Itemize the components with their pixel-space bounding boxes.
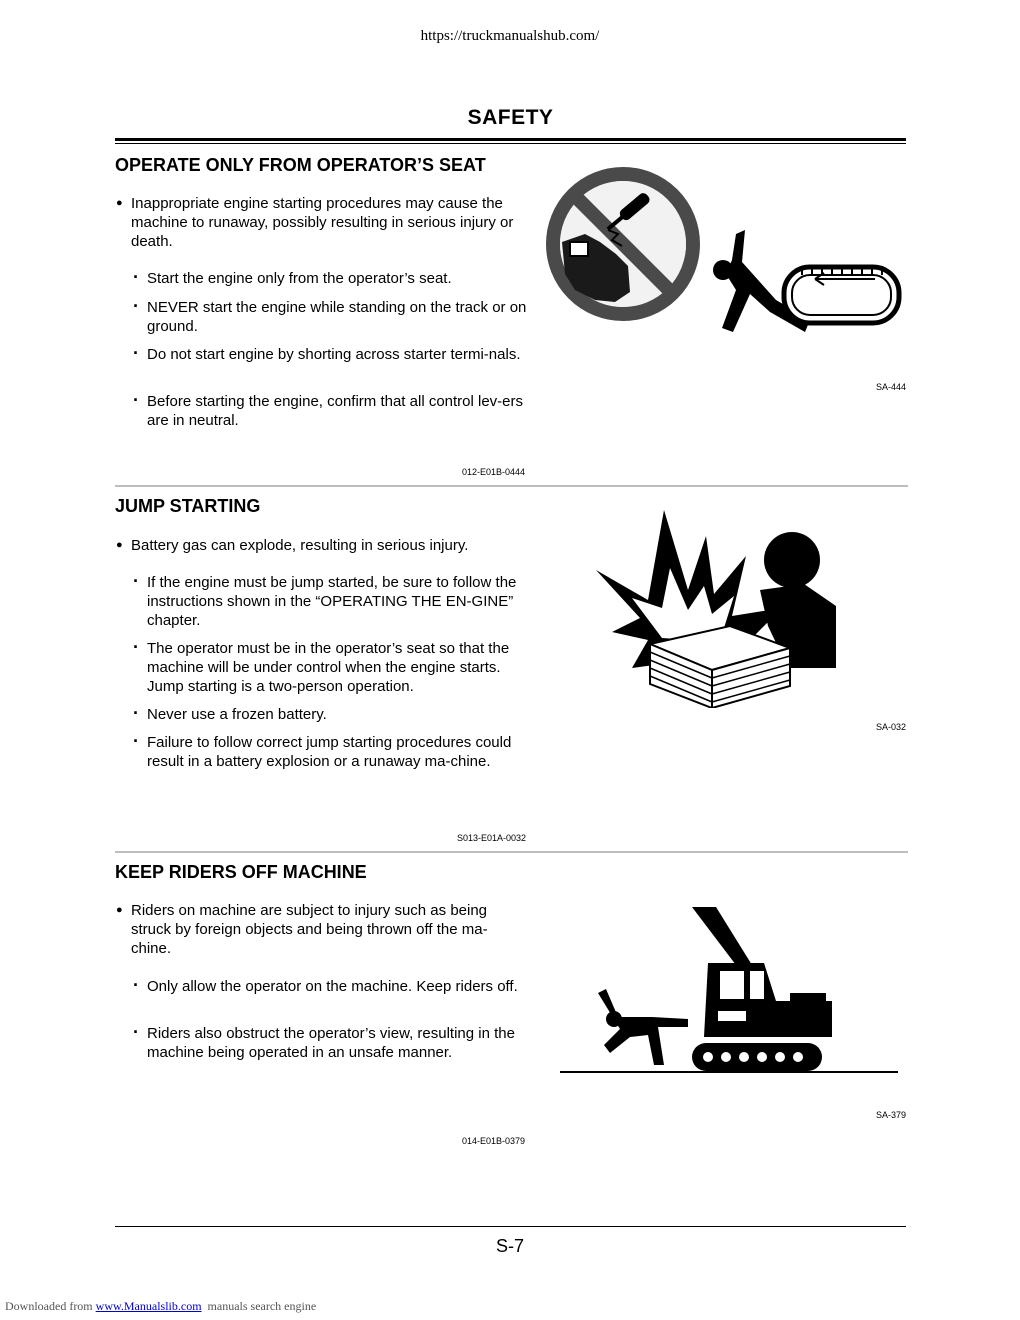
figure-code: SA-032 [876,722,907,732]
page-number: S-7 [495,1236,524,1256]
title-rule-thin [115,143,906,144]
doc-code: S013-E01A-0032 [457,833,527,843]
footer-suffix: manuals search engine [207,1299,317,1313]
list-item: · Never use a frozen battery. [147,705,527,724]
section-title-operate-only: OPERATE ONLY FROM OPERATOR’S SEAT [115,155,486,175]
riders-off-machine-illustration [558,905,900,1077]
battery-explosion-illustration [592,508,840,708]
bullet-battery-gas: ● Battery gas can explode, resulting in serious injury. [131,536,526,555]
list-item: · Failure to follow correct jump starting procedures could result in a battery explosion or a runaway ma-chine. [147,733,527,771]
title-rule-thick [115,138,906,141]
manualslib-link[interactable]: www.Manualslib.com [95,1299,202,1313]
list-item: · The operator must be in the operator’s seat so that the machine will be under control when the engine starts. Jump starting is a two-person operation. [147,639,527,696]
bullet-riders-injury: ● Riders on machine are subject to injury such as being struck by foreign objects and being thrown off the ma-chine. [131,901,526,958]
list-item: · Only allow the operator on the machine. Keep riders off. [147,977,527,996]
page-title: SAFETY [467,106,554,129]
doc-code: 012-E01B-0444 [462,467,526,477]
section-divider [115,485,908,487]
list-item: · Before starting the engine, confirm that all control lev-ers are in neutral. [147,392,527,430]
download-footer [5,1299,316,1314]
section-divider [115,851,908,853]
header-url: https://truckmanualshub.com/ [420,28,600,44]
section-title-keep-riders-off: KEEP RIDERS OFF MACHINE [115,862,367,882]
list-item: · Start the engine only from the operator’s seat. [147,269,527,288]
figure-code: SA-444 [876,382,907,392]
list-item: · Do not start engine by shorting across starter termi-nals. [147,345,527,364]
list-item: · If the engine must be jump started, be sure to follow the instructions shown in the “OPERATING THE EN-GINE” chapter. [147,573,527,630]
section-title-jump-starting: JUMP STARTING [115,496,261,516]
list-item: · NEVER start the engine while standing on the track or on ground. [147,298,527,336]
doc-code: 014-E01B-0379 [462,1136,526,1146]
footer-rule [115,1226,906,1227]
operator-seat-illustration [540,162,910,352]
list-item: · Riders also obstruct the operator’s view, resulting in the machine being operated in an unsafe manner. [147,1024,527,1062]
bullet-engine-procedures: ● Inappropriate engine starting procedures may cause the machine to runaway, possibly resulting in serious injury or death. [131,194,526,251]
figure-code: SA-379 [876,1110,907,1120]
footer-prefix: Downloaded from [5,1299,93,1313]
